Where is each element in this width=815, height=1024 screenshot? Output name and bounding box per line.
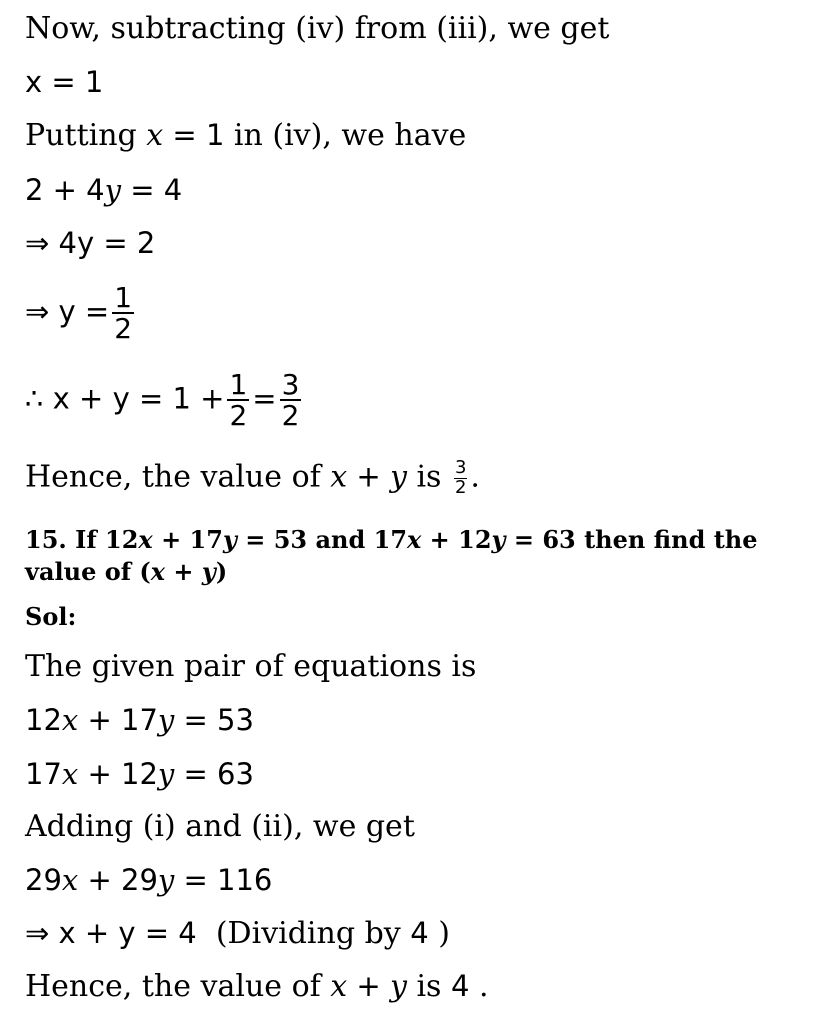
fraction-one-half-b: $\frac{1}{2}$	[229, 368, 248, 433]
sol-label: Sol:	[25, 602, 77, 631]
line-2-plus-4y: 2 + 4y = 4	[25, 173, 183, 207]
line-4y-equals-2: ⇒ 4y = 2	[25, 226, 156, 260]
line-given-pair: The given pair of equations is	[25, 649, 477, 684]
equation-sum: 29x + 29y = 116	[25, 863, 273, 897]
line-putting-x: Putting x = 1 in (iv), we have	[25, 118, 467, 153]
equation-ii: 17x + 12y = 63	[25, 757, 254, 791]
question-15-line-2: value of (x + y)	[25, 557, 228, 586]
line-x-plus-y-sum: ∴ x + y = 1 + $\frac{1}{2}$ = $\frac{3}{2}$	[25, 368, 300, 433]
equation-x-1: x = 1	[25, 65, 104, 99]
line-hence-three-halves: Hence, the value of x + y is $\frac{3}{2}$ .	[25, 457, 480, 498]
line-y-equals-half: ⇒ y = $\frac{1}{2}$	[25, 281, 133, 346]
line-dividing: ⇒ x + y = 4 (Dividing by 4 )	[25, 916, 450, 951]
equation-i: 12x + 17y = 53	[25, 703, 254, 737]
fraction-three-halves: $\frac{3}{2}$	[281, 368, 300, 433]
line-subtracting	[25, 11, 610, 46]
fraction-one-half: $\frac{1}{2}$	[114, 281, 133, 346]
question-15-line-1: 15. If 12x + 17y = 53 and 17x + 12y = 63 then find the	[25, 525, 758, 554]
text-subtracting: Now, subtracting (iv) from (iii), we get	[25, 11, 610, 46]
line-adding: Adding (i) and (ii), we get	[25, 809, 415, 844]
line-x-equals-1	[25, 65, 104, 99]
line-hence-four: Hence, the value of x + y is 4 .	[25, 969, 489, 1004]
fraction-small-three-halves: $\frac{3}{2}$	[454, 457, 467, 498]
